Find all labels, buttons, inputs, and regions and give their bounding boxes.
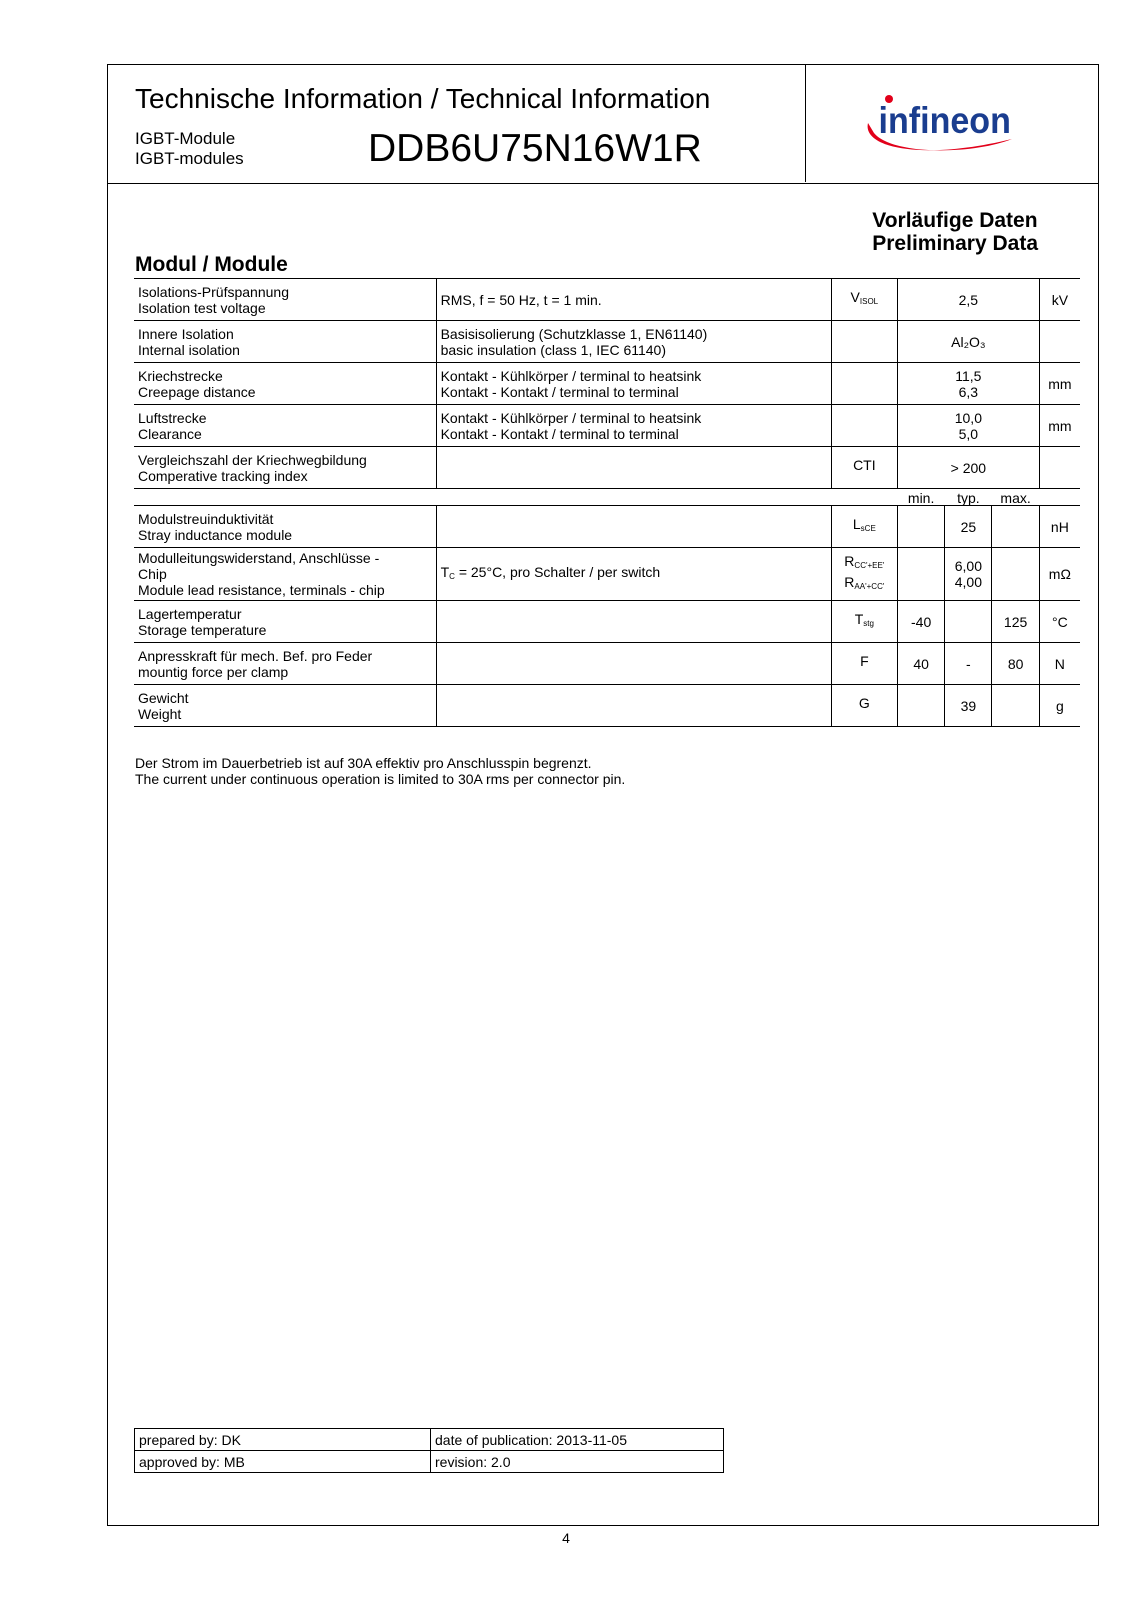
unit-cell: g [1039, 685, 1080, 727]
param-cell: Vergleichszahl der Kriechwegbildung Comperative tracking index [134, 447, 436, 489]
typ-cell: 39 [945, 685, 992, 727]
table-row [134, 405, 1080, 447]
max-cell [992, 548, 1039, 601]
typ-cell: - [945, 643, 992, 685]
condition-cell: RMS, f = 50 Hz, t = 1 min. [436, 279, 831, 321]
symbol-cell: CTI [831, 447, 897, 489]
param-cell: Luftstrecke Clearance [134, 405, 436, 447]
condition-cell [436, 601, 831, 643]
table-row [134, 279, 1080, 321]
minmax-header-row [134, 489, 1080, 506]
symbol-cell: $T_{stg}$ [831, 601, 897, 643]
condition-cell [436, 447, 831, 489]
symbol-cell: G [831, 685, 897, 727]
table-row [134, 363, 1080, 405]
max-cell: 125 [992, 601, 1039, 643]
condition-cell [436, 685, 831, 727]
note [135, 755, 625, 787]
header-typ: typ. [945, 489, 992, 506]
param-cell: Modulstreuinduktivität Stray inductance module [134, 506, 436, 548]
value-cell: 11,5 6,3 [898, 363, 1040, 405]
table-row [134, 548, 1080, 601]
symbol-cell [831, 363, 897, 405]
part-number: DDB6U75N16W1R [368, 127, 702, 170]
symbol-cell: F [831, 643, 897, 685]
unit-cell: °C [1039, 601, 1080, 643]
infineon-logo [862, 93, 1032, 161]
typ-cell: 25 [945, 506, 992, 548]
revision: revision: 2.0 [431, 1451, 724, 1473]
condition-cell [436, 506, 831, 548]
condition-cell: Kontakt - Kühlkörper / terminal to heatsink Kontakt - Kontakt / terminal to terminal [436, 363, 831, 405]
typ-cell: 6,00 4,00 [945, 548, 992, 601]
logo-text: infineon [878, 99, 1011, 142]
note-de: Der Strom im Dauerbetrieb ist auf 30A effektiv pro Anschlusspin begrenzt. [135, 755, 592, 771]
param-cell: Kriechstrecke Creepage distance [134, 363, 436, 405]
typ-cell [945, 601, 992, 643]
symbol-cell: $L_{sCE}$ [831, 506, 897, 548]
symbol-cell [831, 321, 897, 363]
preliminary-de: Vorläufige Daten [872, 209, 1038, 232]
module-data-table [134, 278, 1080, 727]
footer-row [135, 1451, 724, 1473]
symbol-cell: $R_{CC'+EE'}$ $R_{AA'+CC'}$ [831, 548, 897, 601]
unit-cell: N [1039, 643, 1080, 685]
value-cell: > 200 [898, 447, 1040, 489]
logo-box [805, 65, 1098, 182]
preliminary-data-label [872, 209, 1038, 255]
header-max: max. [992, 489, 1039, 506]
header-min: min. [898, 489, 945, 506]
series-label [135, 129, 244, 169]
prepared-by: prepared by: DK [135, 1429, 431, 1451]
preliminary-en: Preliminary Data [872, 232, 1038, 255]
min-cell: -40 [898, 601, 945, 643]
max-cell [992, 506, 1039, 548]
unit-cell: mm [1039, 405, 1080, 447]
condition-cell: Basisisolierung (Schutzklasse 1, EN61140) basic insulation (class 1, IEC 61140) [436, 321, 831, 363]
min-cell [898, 548, 945, 601]
table-row [134, 643, 1080, 685]
value-cell: Al₂O₃ [898, 321, 1040, 363]
symbol-cell [831, 405, 897, 447]
header [108, 65, 1098, 184]
symbol-cell: $V_{ISOL}$ [831, 279, 897, 321]
series-label-de: IGBT-Module [135, 129, 236, 148]
param-cell: Anpresskraft für mech. Bef. pro Feder mountig force per clamp [134, 643, 436, 685]
unit-cell: kV [1039, 279, 1080, 321]
param-cell: Gewicht Weight [134, 685, 436, 727]
table-row [134, 601, 1080, 643]
min-cell [898, 506, 945, 548]
unit-cell: nH [1039, 506, 1080, 548]
min-cell: 40 [898, 643, 945, 685]
document-title: Technische Information / Technical Information [135, 83, 711, 114]
max-cell [992, 685, 1039, 727]
table-row [134, 685, 1080, 727]
min-cell [898, 685, 945, 727]
note-en: The current under continuous operation is limited to 30A rms per connector pin. [135, 771, 626, 787]
condition-cell: Kontakt - Kühlkörper / terminal to heatsink Kontakt - Kontakt / terminal to terminal [436, 405, 831, 447]
value-cell: 10,0 5,0 [898, 405, 1040, 447]
unit-cell [1039, 321, 1080, 363]
series-label-en: IGBT-modules [135, 149, 244, 168]
page-number: 4 [562, 1530, 570, 1546]
table-row [134, 447, 1080, 489]
param-cell: Lagertemperatur Storage temperature [134, 601, 436, 643]
value-cell: 2,5 [898, 279, 1040, 321]
unit-cell [1039, 447, 1080, 489]
param-cell: Modulleitungswiderstand, Anschlüsse - Chip Module lead resistance, terminals - chip [134, 548, 436, 601]
date-of-publication: date of publication: 2013-11-05 [431, 1429, 724, 1451]
table-row [134, 506, 1080, 548]
approved-by: approved by: MB [135, 1451, 431, 1473]
footer-row [135, 1429, 724, 1451]
param-cell: Innere Isolation Internal isolation [134, 321, 436, 363]
max-cell: 80 [992, 643, 1039, 685]
footer-table [134, 1428, 724, 1473]
param-cell: Isolations-Prüfspannung Isolation test voltage [134, 279, 436, 321]
section-title: Modul / Module [135, 253, 288, 276]
unit-cell: mm [1039, 363, 1080, 405]
unit-cell: mΩ [1039, 548, 1080, 601]
condition-cell: $T_C = 25^\circ C$, pro Schalter / per switch [436, 548, 831, 601]
condition-cell [436, 643, 831, 685]
document-frame [107, 64, 1099, 1526]
table-row [134, 321, 1080, 363]
